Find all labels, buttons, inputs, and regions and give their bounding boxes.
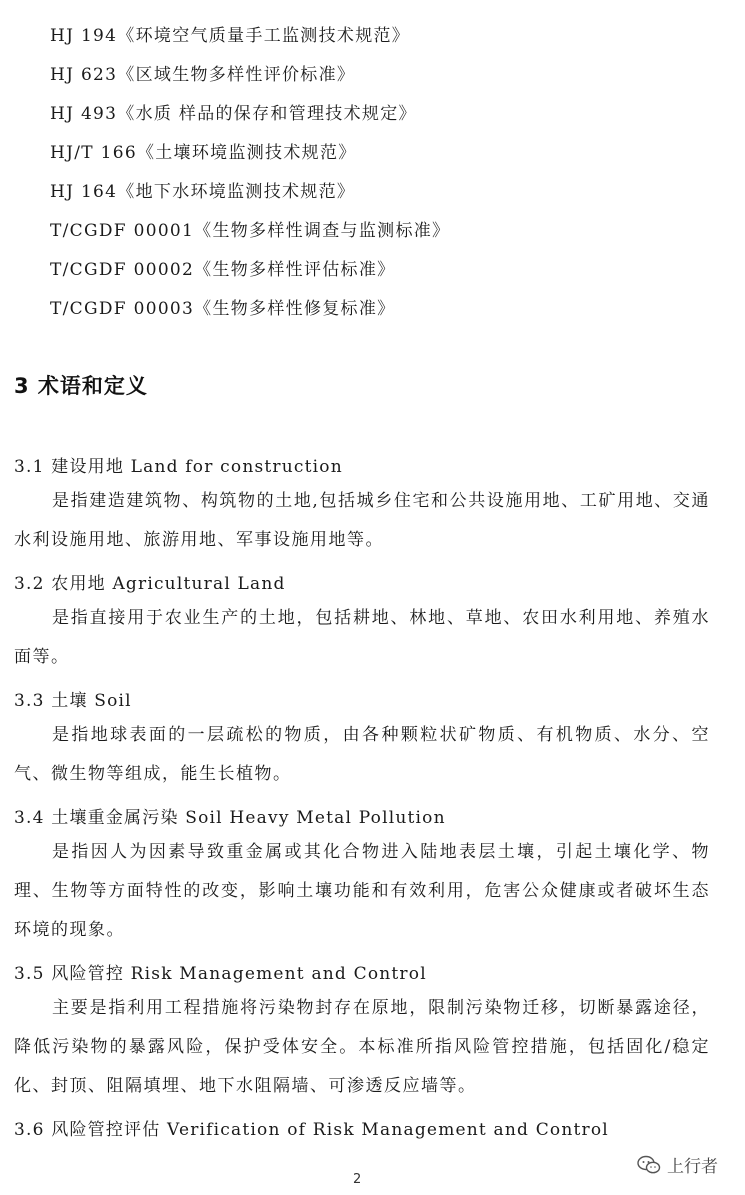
term-title: 3.5 风险管控 Risk Management and Control xyxy=(14,964,427,984)
term-title: 3.1 建设用地 Land for construction xyxy=(14,457,343,477)
term-definition: 是指因人为因素导致重金属或其化合物进入陆地表层土壤，引起土壤化学、物理、生物等方面特性的改变，影响土壤功能和有效利用，危害公众健康或者破坏生态环境的现象。 xyxy=(14,842,710,940)
page-number: 2 xyxy=(353,1172,362,1187)
reference-item: HJ 194《环境空气质量手工监测技术规范》 xyxy=(50,26,411,46)
term-title: 3.2 农用地 Agricultural Land xyxy=(14,574,286,594)
reference-item: T/CGDF 00003《生物多样性修复标准》 xyxy=(50,299,396,319)
watermark xyxy=(637,1152,718,1177)
term-definition: 是指建造建筑物、构筑物的土地,包括城乡住宅和公共设施用地、工矿用地、交通水利设施用地、旅游用地、军事设施用地等。 xyxy=(14,491,710,550)
term-title: 3.6 风险管控评估 Verification of Risk Management and Control xyxy=(14,1120,609,1140)
term-definition: 是指直接用于农业生产的土地，包括耕地、林地、草地、农田水利用地、养殖水面等。 xyxy=(14,608,710,667)
reference-item: T/CGDF 00001《生物多样性调查与监测标准》 xyxy=(50,221,451,241)
wechat-icon xyxy=(637,1155,661,1175)
term-title: 3.4 土壤重金属污染 Soil Heavy Metal Pollution xyxy=(14,808,446,828)
term-title: 3.3 土壤 Soil xyxy=(14,691,132,711)
section-heading: 3 术语和定义 xyxy=(14,374,148,398)
reference-item: T/CGDF 00002《生物多样性评估标准》 xyxy=(50,260,396,280)
reference-item: HJ/T 166《土壤环境监测技术规范》 xyxy=(50,143,357,163)
watermark-text: 上行者 xyxy=(667,1157,718,1177)
reference-item: HJ 493《水质 样品的保存和管理技术规定》 xyxy=(50,104,417,124)
reference-item: HJ 164《地下水环境监测技术规范》 xyxy=(50,182,356,202)
term-definition: 主要是指利用工程措施将污染物封存在原地，限制污染物迁移，切断暴露途径，降低污染物的暴露风险，保护受体安全。本标准所指风险管控措施，包括固化/稳定化、封顶、阻隔填埋、地下水阻隔墙、可渗透反应墙等。 xyxy=(14,998,710,1096)
reference-item: HJ 623《区域生物多样性评价标准》 xyxy=(50,65,356,85)
term-definition: 是指地球表面的一层疏松的物质，由各种颗粒状矿物质、有机物质、水分、空气、微生物等组成，能生长植物。 xyxy=(14,725,710,784)
